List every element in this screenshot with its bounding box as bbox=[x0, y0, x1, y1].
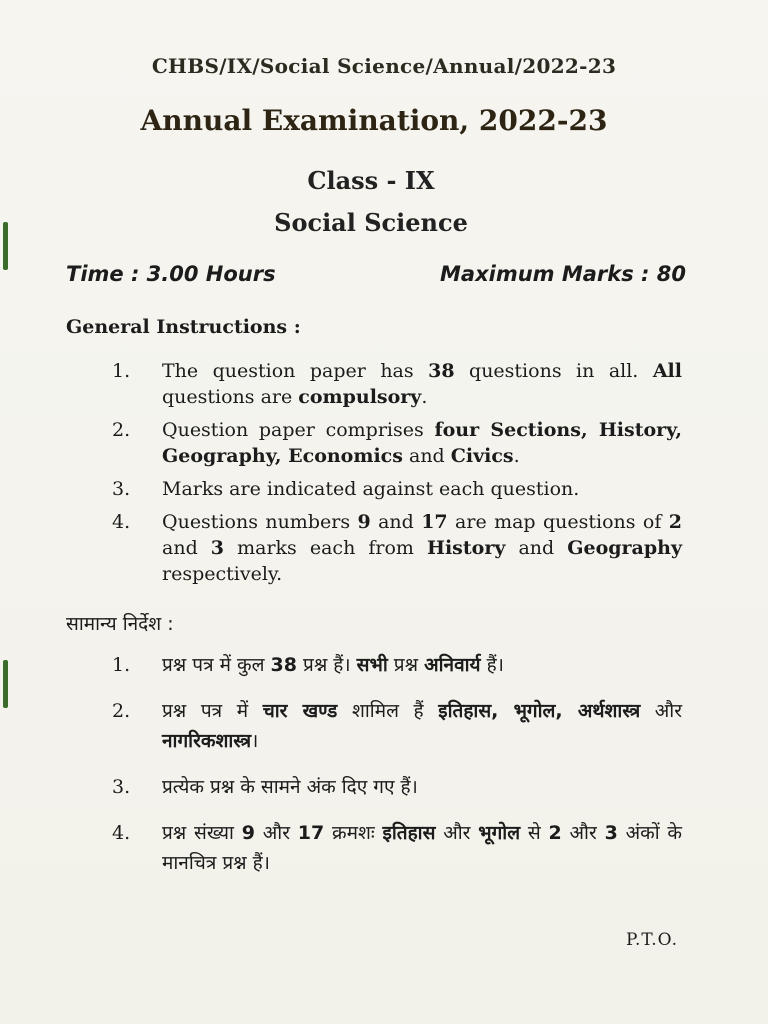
instruction-item: 2. प्रश्न पत्र में चार खण्ड शामिल हैं इतिहास, भूगोल, अर्थशास्त्र और नागरिकशास्त्र। bbox=[112, 696, 682, 756]
instruction-item: 1. The question paper has 38 questions in all. All questions are compulsory. bbox=[112, 360, 682, 408]
class-label: Class - IX bbox=[307, 166, 435, 195]
instruction-number: 4. bbox=[112, 822, 131, 844]
instruction-number: 3. bbox=[112, 478, 131, 500]
instruction-item: 4. प्रश्न संख्या 9 और 17 क्रमशः इतिहास और भूगोल से 2 और 3 अंकों के मानचित्र प्रश्न हैं। bbox=[112, 818, 682, 878]
time-allowed: Time : 3.00 Hours bbox=[66, 262, 276, 286]
instructions-list-hi bbox=[112, 650, 682, 894]
binding-mark bbox=[3, 660, 8, 708]
instruction-number: 3. bbox=[112, 776, 131, 798]
general-instructions-heading: General Instructions : bbox=[66, 316, 301, 338]
instruction-number: 1. bbox=[112, 654, 131, 676]
exam-title: Annual Examination, 2022-23 bbox=[140, 104, 608, 137]
instructions-list-en bbox=[112, 358, 682, 594]
instruction-number: 2. bbox=[112, 700, 131, 722]
instruction-item: 3. Marks are indicated against each question. bbox=[112, 478, 580, 500]
instruction-item: 1. प्रश्न पत्र में कुल 38 प्रश्न हैं। सभी प्रश्न अनिवार्य हैं। bbox=[112, 650, 682, 680]
instruction-item: 2. Question paper comprises four Sections, History, Geography, Economics and Civics. bbox=[112, 419, 682, 467]
hindi-instructions-heading: सामान्य निर्देश : bbox=[66, 613, 174, 635]
instruction-number: 2. bbox=[112, 419, 131, 441]
instruction-number: 4. bbox=[112, 511, 131, 533]
instruction-item: 3. प्रत्येक प्रश्न के सामने अंक दिए गए हैं। bbox=[112, 772, 682, 802]
paper-code: CHBS/IX/Social Science/Annual/2022-23 bbox=[151, 54, 617, 78]
instruction-item: 4. Questions numbers 9 and 17 are map questions of 2 and 3 marks each from History and Geography respectively. bbox=[112, 511, 682, 585]
subject-label: Social Science bbox=[274, 208, 468, 237]
please-turn-over: P.T.O. bbox=[626, 930, 678, 950]
instruction-number: 1. bbox=[112, 360, 131, 382]
maximum-marks: Maximum Marks : 80 bbox=[440, 262, 686, 286]
